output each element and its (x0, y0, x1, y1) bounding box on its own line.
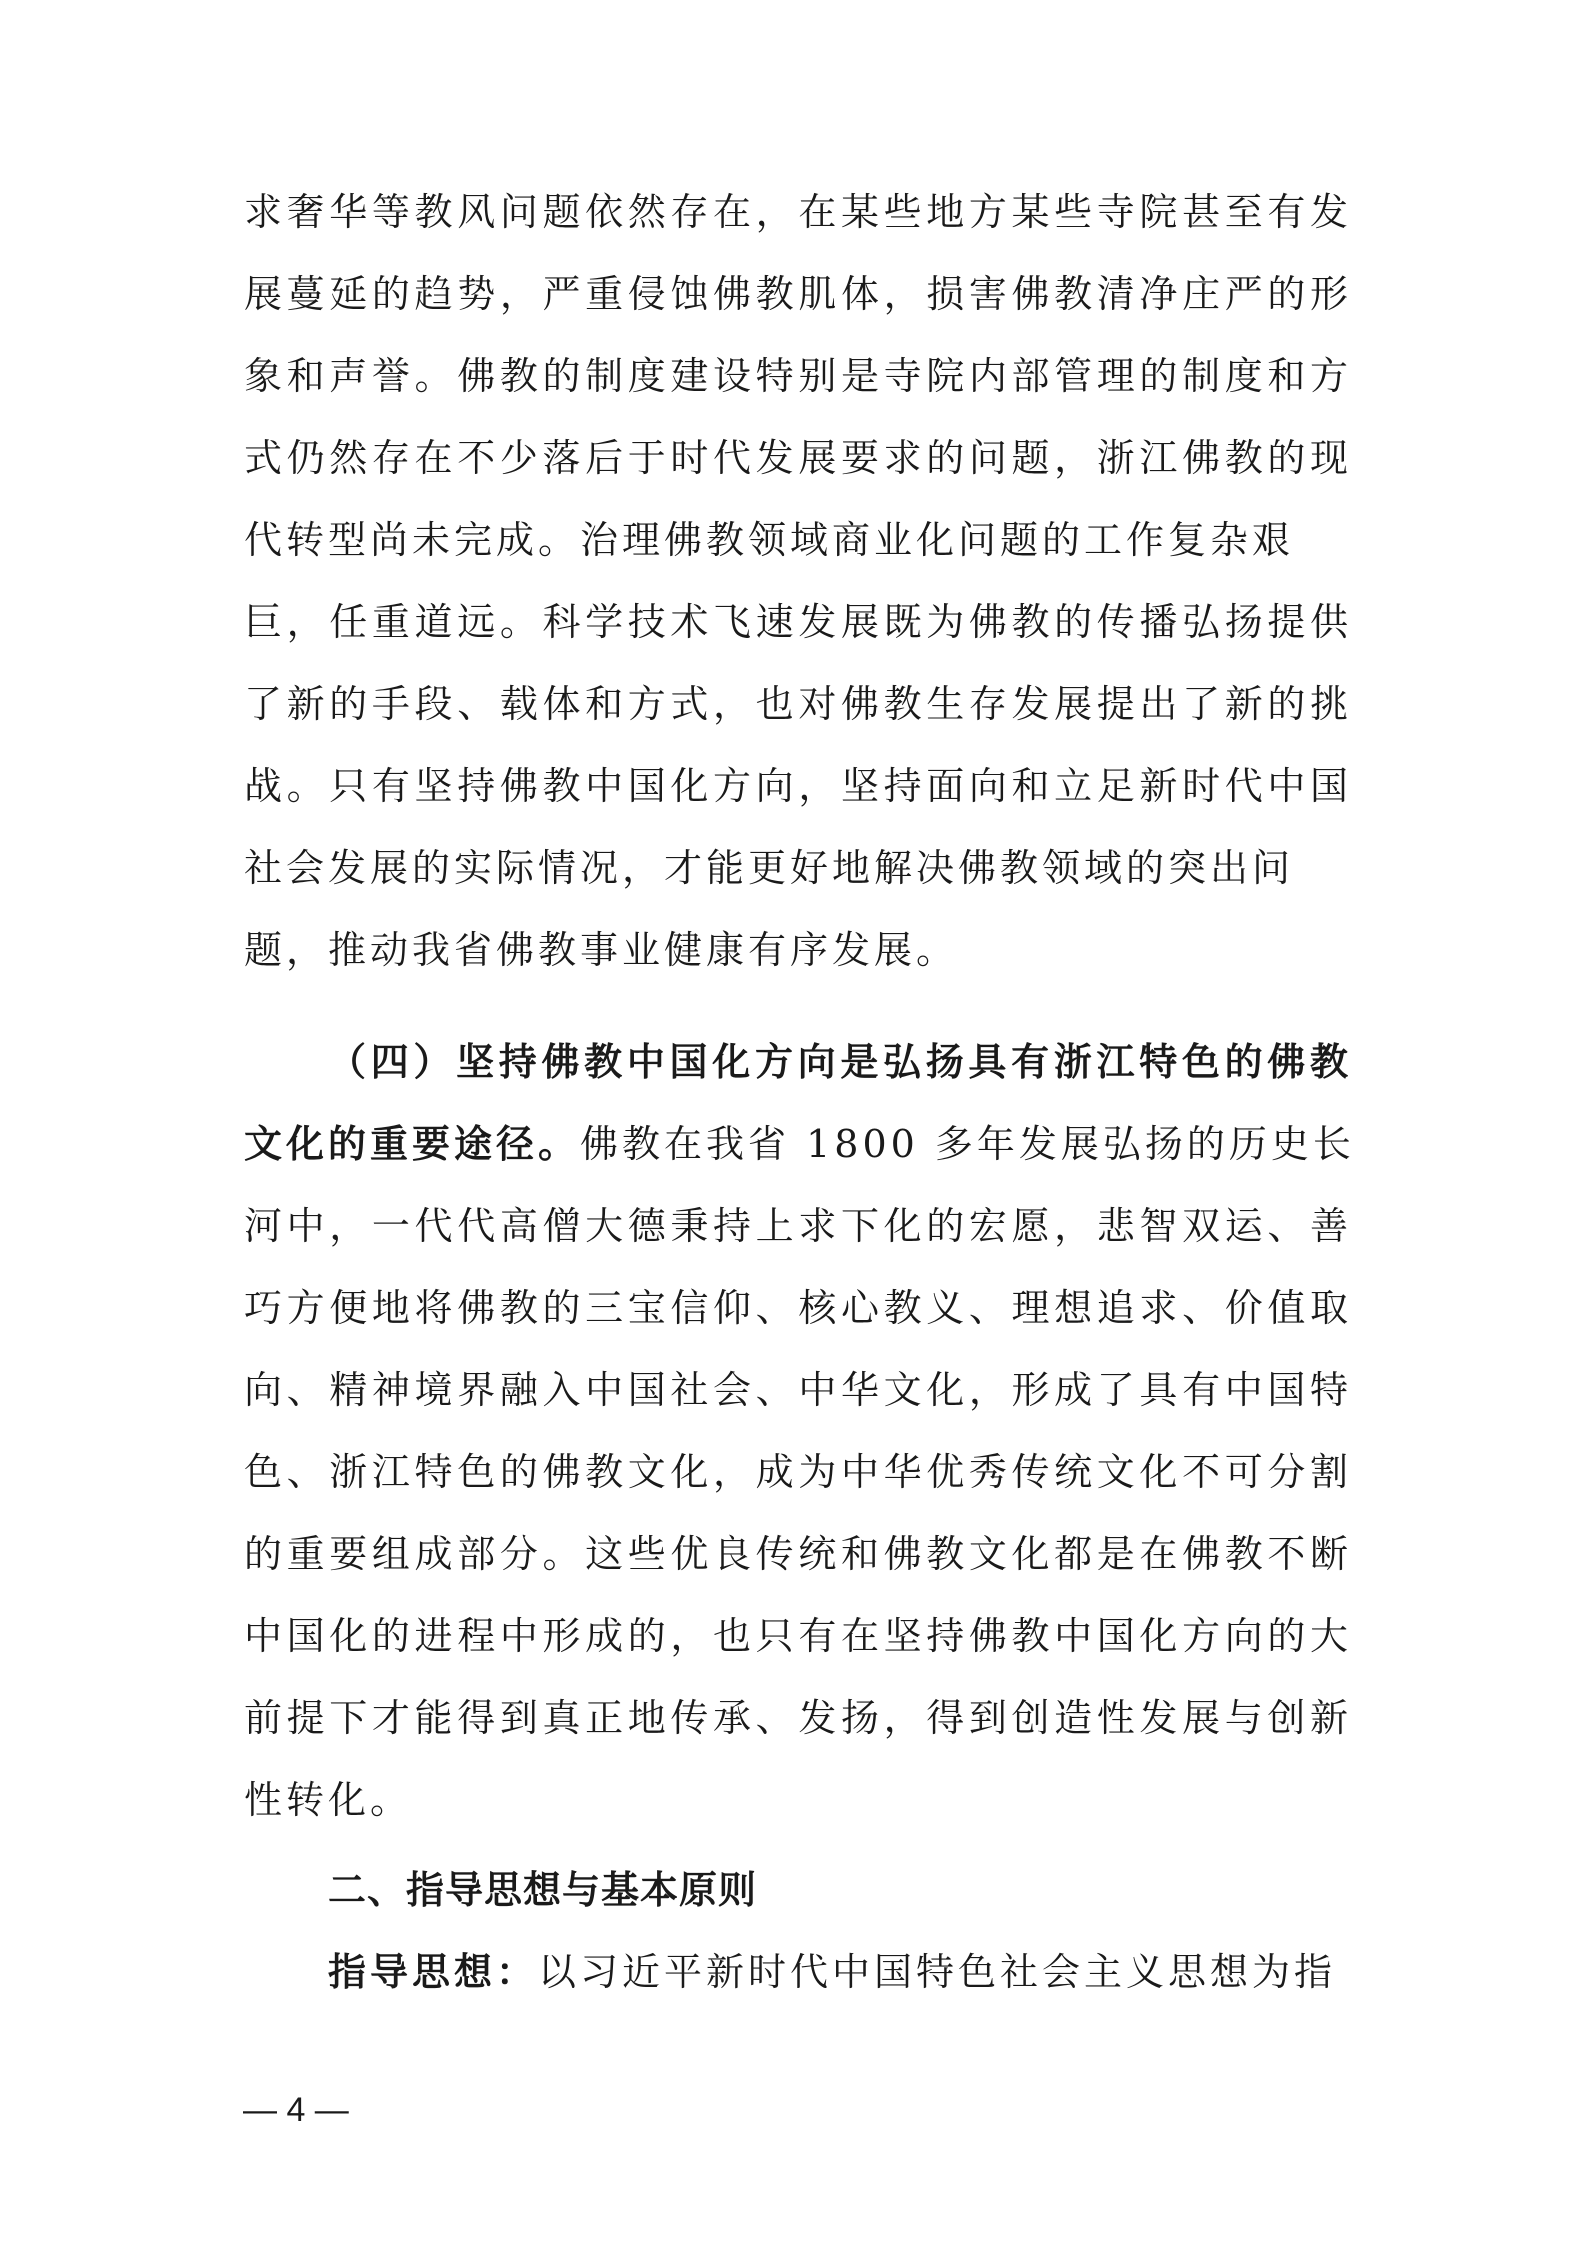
guiding-thought-line (328, 1942, 1348, 2002)
body-line: 求奢华等教风问题依然存在，在某些地方某些寺院甚至有发 (244, 190, 1348, 234)
body-line: 展蔓延的趋势，严重侵蚀佛教肌体，损害佛教清净庄严的形 (244, 272, 1348, 316)
body-line: 战。只有坚持佛教中国化方向，坚持面向和立足新时代中国 (244, 764, 1348, 808)
body-line: 向、精神境界融入中国社会、中华文化，形成了具有中国特 (244, 1368, 1348, 1412)
body-line: 色、浙江特色的佛教文化，成为中华优秀传统文化不可分割 (244, 1450, 1348, 1494)
body-line: 巧方便地将佛教的三宝信仰、核心教义、理想追求、价值取 (244, 1286, 1348, 1330)
body-line: 性转化。 (244, 1778, 413, 1822)
body-line: 了新的手段、载体和方式，也对佛教生存发展提出了新的挑 (244, 682, 1348, 726)
page-number: — 4 — (243, 2091, 349, 2129)
body-line: 式仍然存在不少落后于时代发展要求的问题，浙江佛教的现 (244, 436, 1348, 480)
section-four-heading-end: 文化的重要途径。 (244, 1121, 581, 1166)
body-line: 巨，任重道远。科学技术飞速发展既为佛教的传播弘扬提供 (244, 600, 1348, 644)
body-line: 前提下才能得到真正地传承、发扬，得到创造性发展与创新 (244, 1696, 1348, 1740)
body-line: 的重要组成部分。这些优良传统和佛教文化都是在佛教不断 (244, 1532, 1348, 1576)
guiding-thought-label: 指导思想： (328, 1949, 539, 1994)
body-line: 河中，一代代高僧大德秉持上求下化的宏愿，悲智双运、善 (244, 1204, 1348, 1248)
section-four-heading: （四）坚持佛教中国化方向是弘扬具有浙江特色的佛教 (328, 1039, 1348, 1084)
body-line: 社会发展的实际情况，才能更好地解决佛教领域的突出问 (244, 846, 1295, 890)
section-four-line (244, 1114, 1355, 1174)
section-two-heading: 二、指导思想与基本原则 (328, 1868, 758, 1912)
body-line: 题，推动我省佛教事业健康有序发展。 (244, 928, 959, 972)
section-four-text: 佛教在我省 1800 多年发展弘扬的历史长 (580, 1122, 1355, 1166)
body-line: 代转型尚未完成。治理佛教领域商业化问题的工作复杂艰 (244, 518, 1295, 562)
body-line: 象和声誉。佛教的制度建设特别是寺院内部管理的制度和方 (244, 354, 1348, 398)
guiding-thought-text: 以习近平新时代中国特色社会主义思想为指 (538, 1950, 1337, 1994)
body-line: 中国化的进程中形成的，也只有在坚持佛教中国化方向的大 (244, 1614, 1348, 1658)
